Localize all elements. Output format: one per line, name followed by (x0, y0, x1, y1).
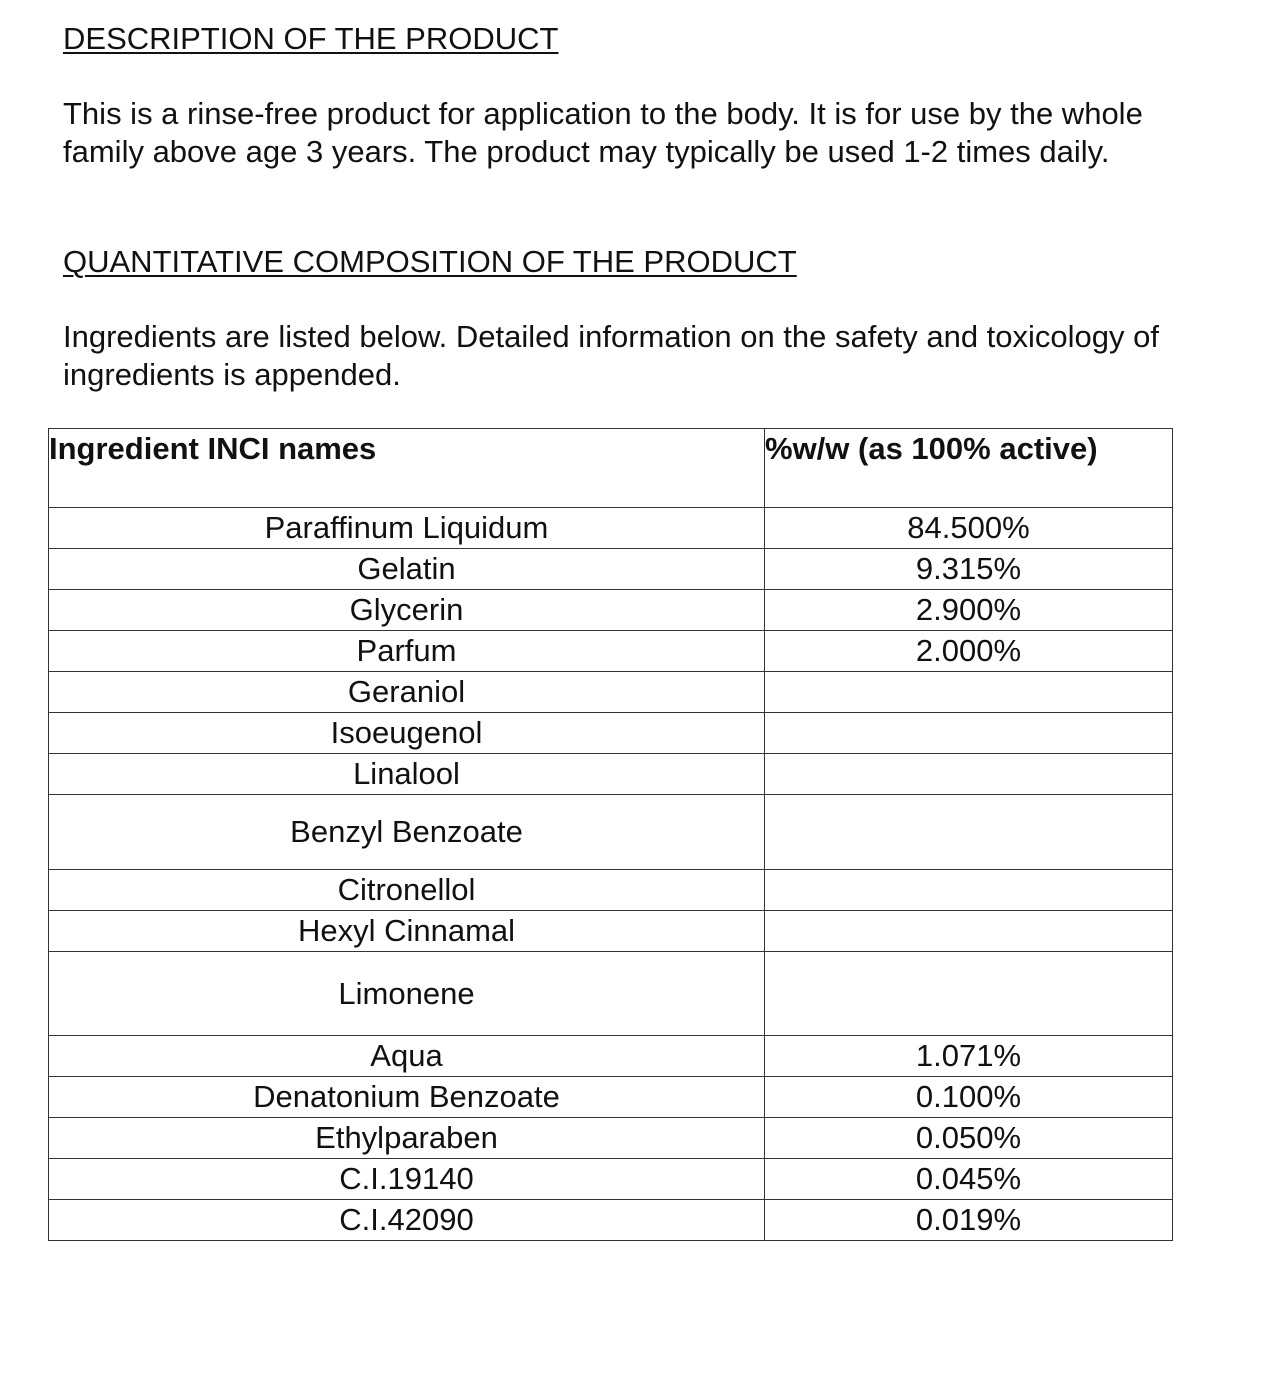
ingredient-name: C.I.42090 (49, 1200, 765, 1241)
ingredient-percent: 2.000% (765, 631, 1173, 672)
ingredient-percent (765, 870, 1173, 911)
header-ingredient-names: Ingredient INCI names (49, 429, 765, 508)
ingredient-percent: 0.045% (765, 1159, 1173, 1200)
table-header-row (49, 429, 1173, 508)
ingredient-percent: 0.100% (765, 1077, 1173, 1118)
ingredient-name: Glycerin (49, 590, 765, 631)
table-row (49, 952, 1173, 1036)
ingredient-percent: 1.071% (765, 1036, 1173, 1077)
ingredient-percent: 0.019% (765, 1200, 1173, 1241)
table-row (49, 1077, 1173, 1118)
ingredient-percent: 84.500% (765, 508, 1173, 549)
table-row (49, 549, 1173, 590)
table-row (49, 1036, 1173, 1077)
ingredient-percent: 9.315% (765, 549, 1173, 590)
ingredient-name: Geraniol (49, 672, 765, 713)
ingredient-name: Paraffinum Liquidum (49, 508, 765, 549)
ingredient-name: Isoeugenol (49, 713, 765, 754)
ingredient-name: C.I.19140 (49, 1159, 765, 1200)
table-row (49, 631, 1173, 672)
ingredient-percent: 0.050% (765, 1118, 1173, 1159)
table-row (49, 1200, 1173, 1241)
ingredient-name: Limonene (49, 952, 765, 1036)
description-heading: DESCRIPTION OF THE PRODUCT (63, 21, 559, 56)
composition-heading: QUANTITATIVE COMPOSITION OF THE PRODUCT (63, 244, 797, 279)
composition-text: Ingredients are listed below. Detailed information on the safety and toxicology of ingredients is appended. (63, 319, 1159, 392)
ingredient-name: Aqua (49, 1036, 765, 1077)
ingredient-percent (765, 911, 1173, 952)
table-row (49, 672, 1173, 713)
ingredient-percent (765, 713, 1173, 754)
ingredient-percent: 2.900% (765, 590, 1173, 631)
ingredient-name: Linalool (49, 754, 765, 795)
ingredients-table (48, 428, 1173, 1241)
ingredient-name: Ethylparaben (49, 1118, 765, 1159)
ingredient-percent (765, 672, 1173, 713)
table-row (49, 590, 1173, 631)
ingredient-percent (765, 754, 1173, 795)
table-row (49, 911, 1173, 952)
ingredient-percent (765, 795, 1173, 870)
ingredient-name: Parfum (49, 631, 765, 672)
table-row (49, 1118, 1173, 1159)
ingredient-name: Citronellol (49, 870, 765, 911)
ingredient-name: Gelatin (49, 549, 765, 590)
table-row (49, 795, 1173, 870)
ingredient-name: Benzyl Benzoate (49, 795, 765, 870)
ingredient-percent (765, 952, 1173, 1036)
table-row (49, 754, 1173, 795)
ingredient-name: Denatonium Benzoate (49, 1077, 765, 1118)
description-text: This is a rinse-free product for application to the body. It is for use by the whole family above age 3 years. The product may typically be used 1-2 times daily. (63, 96, 1143, 169)
ingredient-name: Hexyl Cinnamal (49, 911, 765, 952)
table-row (49, 870, 1173, 911)
table-row (49, 508, 1173, 549)
header-percent-ww: %w/w (as 100% active) (765, 429, 1173, 508)
table-row (49, 1159, 1173, 1200)
table-row (49, 713, 1173, 754)
